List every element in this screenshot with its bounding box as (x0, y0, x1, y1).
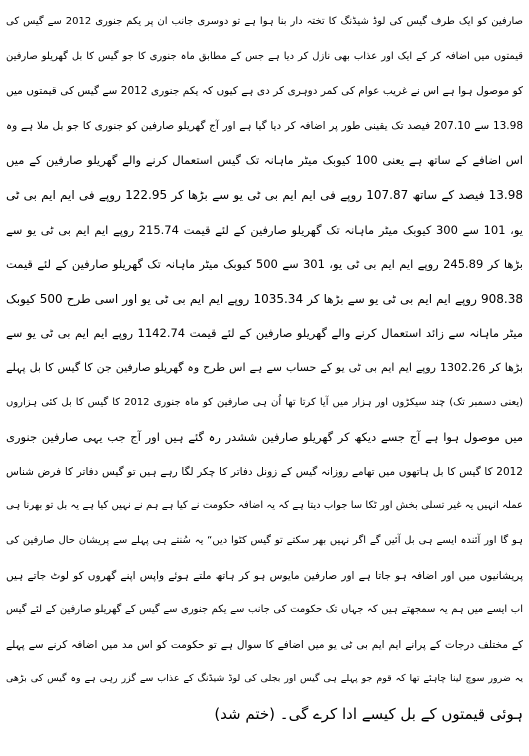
article-line: اس اضافے کے ساتھ ہے یعنی 100 کیوبک میٹر ماہانہ تک گیس استعمال کرنے والے گھریلو صارفین کے میں (6, 153, 523, 168)
article-line: قیمتوں میں اضافہ کر کے ایک اور عذاب بھی نازل کر دیا ہے جس کے مطابق ماہ جنوری کا جو گیس کا بل گھریلو صارفین (6, 50, 523, 62)
article-line: ہو گا اور آئندہ ایسے ہی بل آئیں گے اگر نہیں بھر سکتے تو گیس کٹوا دیں“ یہ سُنتے ہی پہلے سے پریشان حال صارفین کی (6, 534, 523, 546)
article-line: یو، 101 سے 300 کیوبک میٹر ماہانہ تک گھریلو صارفین کے لئے قیمت 215.74 روپے ایم ایم بی ٹی یو سے (6, 222, 523, 237)
article-line: بڑھا کر 245.89 روپے ایم ایم بی ٹی یو، 301 سے 500 کیوبک میٹر ماہانہ تک گھریلو صارفین کے لئے قیمت (6, 257, 523, 272)
article-line: 2012 کا گیس کا بل ہاتھوں میں تھامے روزانہ گیس کے زونل دفاتر کا چکر لگا رہے ہیں تو گیس دفاتر کا فرض شناس (6, 465, 523, 478)
article-line: یہ ضرور سوچ لینا چاہئے تھا کہ قوم جو پہلے ہی گیس اور بجلی کی لوڈ شیڈنگ کے عذاب سے گزر رہی ہے وہ گیس کی بڑھی (6, 673, 523, 685)
article-line: 13.98 سے 207.10 فیصد تک یقینی طور پر اضافہ کر دیا گیا ہے اور آج گھریلو صارفین کو جنوری کا جو بل ملا ہے وہ (6, 119, 523, 132)
article-line: میں موصول ہوا ہے آج جسے دیکھ کر گھریلو صارفین ششدر رہ گئے ہیں اور آج جب یہی صارفین جنوری (6, 430, 523, 445)
article-line: 13.98 فیصد کے ساتھ 107.87 روپے فی ایم ایم بی ٹی یو سے بڑھا کر 122.95 روپے فی ایم ایم بی ٹی (6, 187, 523, 202)
article-line: (یعنی دسمبر تک) چند سیکڑوں اور ہزار میں آیا کرتا تھا اُن ہی صارفین کو ماہ جنوری 2012 کا گیس کا بل کئی ہزاروں (6, 396, 523, 408)
article-line: کو موصول ہوا ہے اس نے غریب عوام کی کمر دوہری کر دی ہے کیوں کہ یکم جنوری 2012 سے گیس کی قیمتوں میں (6, 85, 523, 98)
article-line: بڑھا کر 1302.26 روپے ایم ایم بی ٹی یو کے حساب سے ہے اس طرح وہ گھریلو صارفین جن کا گیس کا بل پہلے (6, 360, 523, 374)
article-line: 908.38 روپے ایم ایم بی ٹی یو سے بڑھا کر 1035.34 روپے ایم ایم بی ٹی یو اور اسی طرح 500 کیوبک (6, 291, 523, 306)
article-line: پریشانیوں میں اور اضافہ ہو جاتا ہے اور صارفین مایوس ہو کر ہاتھ ملتے ہوئے واپس اپنے گھروں کو لوٹ جاتے ہیں (6, 569, 523, 582)
article-line: کے مختلف درجات کے پرانے ایم ایم بی ٹی یو میں اضافے کا سوال ہے تو حکومت کو اس مد میں اضافہ کرنے سے پہلے (6, 638, 523, 651)
article-line: صارفین کو ایک طرف گیس کی لوڈ شیڈنگ کا تختہ دار بنا ہوا ہے تو دوسری جانب ان پر یکم جنوری 2012 سے گیس کی (6, 16, 523, 27)
article-last-line: ہوئی قیمتوں کے بل کیسے ادا کرے گی۔ (ختم شد) (214, 704, 523, 723)
article-line: میٹر ماہانہ سے زائد استعمال کرنے والے گھریلو صارفین کے لئے قیمت 1142.74 روپے ایم ایم بی ٹی یو سے (6, 326, 523, 341)
article-line: عملہ انہیں یہ غیر تسلی بخش اور ٹکا سا جواب دیتا ہے کہ یہ اضافہ حکومت نے کیا ہے ہم نے نہیں کیا ہے یہ بل تو بھرنا ہی (6, 500, 523, 512)
article-line: اب ایسے میں ہم یہ سمجھتے ہیں کہ جہاں تک حکومت کی جانب سے یکم جنوری سے گیس کے گھریلو صارفین کے لئے گیس (6, 604, 523, 616)
